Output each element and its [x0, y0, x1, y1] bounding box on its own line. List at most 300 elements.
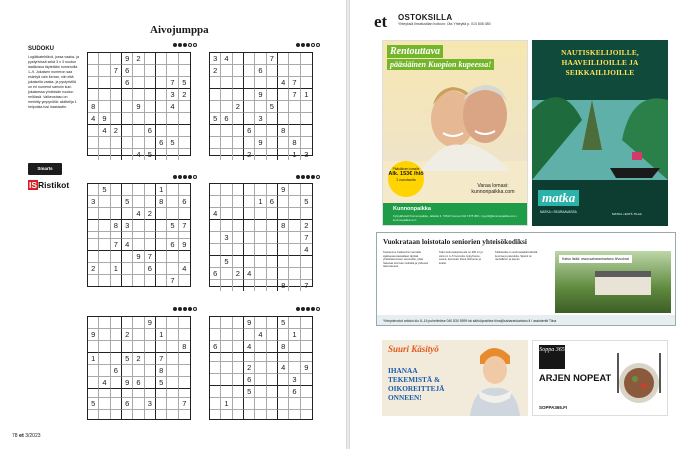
sudoku-cell[interactable]	[111, 113, 122, 125]
sudoku-cell[interactable]	[244, 410, 255, 419]
sudoku-cell[interactable]	[133, 137, 144, 149]
sudoku-cell[interactable]	[111, 251, 122, 263]
sudoku-cell[interactable]	[156, 239, 167, 251]
sudoku-cell[interactable]	[244, 353, 255, 362]
sudoku-cell[interactable]	[278, 329, 289, 341]
sudoku-cell[interactable]	[145, 89, 156, 101]
sudoku-cell[interactable]	[267, 65, 278, 77]
sudoku-cell[interactable]	[255, 101, 266, 113]
sudoku-cell[interactable]	[111, 208, 122, 220]
sudoku-cell[interactable]	[233, 53, 244, 65]
sudoku-cell[interactable]	[267, 374, 278, 386]
sudoku-cell[interactable]	[255, 362, 266, 374]
sudoku-cell[interactable]	[255, 374, 266, 386]
sudoku-cell[interactable]	[156, 275, 167, 286]
sudoku-cell[interactable]	[145, 220, 156, 232]
sudoku-cell[interactable]	[122, 208, 133, 220]
sudoku-cell[interactable]	[221, 353, 232, 362]
sudoku-cell[interactable]	[278, 65, 289, 77]
sudoku-cell[interactable]	[133, 220, 144, 232]
sudoku-cell[interactable]	[156, 89, 167, 101]
sudoku-cell[interactable]	[133, 184, 144, 196]
sudoku-cell[interactable]	[301, 125, 312, 137]
sudoku-cell[interactable]	[167, 196, 178, 208]
sudoku-cell[interactable]	[244, 256, 255, 268]
sudoku-cell[interactable]	[111, 398, 122, 410]
sudoku-cell[interactable]	[179, 125, 190, 137]
sudoku-cell[interactable]	[210, 125, 221, 137]
sudoku-cell[interactable]	[233, 65, 244, 77]
sudoku-cell[interactable]	[133, 329, 144, 341]
sudoku-cell[interactable]	[156, 398, 167, 410]
sudoku-cell[interactable]	[221, 77, 232, 89]
sudoku-cell[interactable]	[221, 374, 232, 386]
sudoku-cell[interactable]	[122, 113, 133, 125]
sudoku-cell[interactable]	[156, 149, 167, 160]
sudoku-cell[interactable]	[301, 256, 312, 268]
sudoku-cell[interactable]	[133, 89, 144, 101]
sudoku-cell[interactable]	[133, 365, 144, 377]
sudoku-cell[interactable]	[278, 208, 289, 220]
sudoku-cell[interactable]	[99, 398, 110, 410]
sudoku-cell[interactable]	[267, 329, 278, 341]
sudoku-cell[interactable]	[267, 184, 278, 196]
sudoku-cell[interactable]	[179, 365, 190, 377]
sudoku-cell[interactable]	[167, 365, 178, 377]
sudoku-cell[interactable]	[255, 386, 266, 398]
sudoku-cell[interactable]	[88, 275, 99, 286]
sudoku-cell[interactable]	[289, 196, 300, 208]
sudoku-cell[interactable]	[167, 353, 178, 365]
sudoku-cell[interactable]	[133, 65, 144, 77]
sudoku-cell[interactable]	[167, 65, 178, 77]
sudoku-cell[interactable]	[221, 280, 232, 291]
sudoku-cell[interactable]	[88, 232, 99, 239]
sudoku-cell[interactable]	[267, 77, 278, 89]
sudoku-cell[interactable]	[99, 275, 110, 286]
sudoku-cell[interactable]	[145, 101, 156, 113]
sudoku-cell[interactable]	[210, 410, 221, 419]
sudoku-cell[interactable]	[210, 398, 221, 410]
sudoku-cell[interactable]	[289, 184, 300, 196]
sudoku-cell[interactable]	[267, 89, 278, 101]
sudoku-cell[interactable]	[122, 101, 133, 113]
sudoku-cell[interactable]	[221, 410, 232, 419]
sudoku-cell[interactable]	[111, 377, 122, 389]
sudoku-cell[interactable]	[278, 53, 289, 65]
sudoku-cell[interactable]	[99, 239, 110, 251]
sudoku-cell[interactable]	[255, 220, 266, 232]
sudoku-cell[interactable]	[233, 317, 244, 329]
sudoku-cell[interactable]	[301, 341, 312, 353]
sudoku-cell[interactable]	[122, 125, 133, 137]
sudoku-cell[interactable]	[301, 410, 312, 419]
sudoku-cell[interactable]	[210, 256, 221, 268]
sudoku-cell[interactable]	[167, 53, 178, 65]
sudoku-cell[interactable]	[145, 239, 156, 251]
sudoku-cell[interactable]	[233, 184, 244, 196]
sudoku-cell[interactable]	[99, 410, 110, 419]
sudoku-cell[interactable]	[167, 410, 178, 419]
sudoku-cell[interactable]	[221, 196, 232, 208]
sudoku-cell[interactable]	[99, 149, 110, 160]
sudoku-cell[interactable]	[210, 244, 221, 256]
sudoku-cell[interactable]	[179, 101, 190, 113]
sudoku-cell[interactable]	[233, 244, 244, 256]
sudoku-cell[interactable]	[221, 208, 232, 220]
sudoku-cell[interactable]	[267, 353, 278, 362]
sudoku-cell[interactable]	[210, 220, 221, 232]
sudoku-cell[interactable]	[210, 137, 221, 149]
sudoku-cell[interactable]	[289, 410, 300, 419]
sudoku-cell[interactable]	[233, 329, 244, 341]
sudoku-cell[interactable]	[99, 232, 110, 239]
sudoku-cell[interactable]	[233, 256, 244, 268]
sudoku-cell[interactable]	[301, 398, 312, 410]
sudoku-cell[interactable]	[255, 353, 266, 362]
sudoku-cell[interactable]	[167, 184, 178, 196]
sudoku-cell[interactable]	[289, 208, 300, 220]
sudoku-cell[interactable]	[267, 137, 278, 149]
sudoku-cell[interactable]	[145, 353, 156, 365]
soppa365-url[interactable]: SOPPA365.FI	[539, 405, 568, 410]
sudoku-cell[interactable]	[111, 275, 122, 286]
sudoku-cell[interactable]	[179, 317, 190, 329]
sudoku-cell[interactable]	[301, 101, 312, 113]
sudoku-cell[interactable]	[289, 101, 300, 113]
ad-soppa365[interactable]	[532, 340, 668, 416]
sudoku-cell[interactable]	[289, 317, 300, 329]
sudoku-cell[interactable]	[133, 317, 144, 329]
sudoku-cell[interactable]	[133, 275, 144, 286]
sudoku-cell[interactable]	[267, 208, 278, 220]
sudoku-cell[interactable]	[156, 251, 167, 263]
sudoku-cell[interactable]	[111, 89, 122, 101]
sudoku-cell[interactable]	[221, 386, 232, 398]
sudoku-cell[interactable]	[133, 77, 144, 89]
sudoku-cell[interactable]	[145, 77, 156, 89]
sudoku-cell[interactable]	[122, 149, 133, 160]
sudoku-cell[interactable]	[145, 389, 156, 398]
sudoku-cell[interactable]	[244, 208, 255, 220]
sudoku-cell[interactable]	[88, 184, 99, 196]
sudoku-cell[interactable]	[221, 65, 232, 77]
sudoku-cell[interactable]	[145, 196, 156, 208]
sudoku-cell[interactable]	[244, 77, 255, 89]
sudoku-cell[interactable]	[255, 268, 266, 280]
sudoku-cell[interactable]	[145, 53, 156, 65]
sudoku-cell[interactable]	[301, 353, 312, 362]
sudoku-cell[interactable]	[99, 389, 110, 398]
sudoku-cell[interactable]	[122, 137, 133, 149]
sudoku-cell[interactable]	[133, 410, 144, 419]
sudoku-cell[interactable]	[145, 275, 156, 286]
sudoku-cell[interactable]	[88, 77, 99, 89]
sudoku-cell[interactable]	[111, 101, 122, 113]
sudoku-cell[interactable]	[111, 317, 122, 329]
sudoku-cell[interactable]	[167, 251, 178, 263]
sudoku-cell[interactable]	[99, 137, 110, 149]
sudoku-cell[interactable]	[210, 353, 221, 362]
sudoku-cell[interactable]	[122, 89, 133, 101]
sudoku-cell[interactable]	[111, 196, 122, 208]
sudoku-cell[interactable]	[88, 389, 99, 398]
sudoku-cell[interactable]	[278, 196, 289, 208]
sudoku-cell[interactable]	[210, 89, 221, 101]
sudoku-cell[interactable]	[255, 53, 266, 65]
sudoku-cell[interactable]	[111, 137, 122, 149]
sudoku-cell[interactable]	[233, 137, 244, 149]
sudoku-cell[interactable]	[156, 220, 167, 232]
sudoku-cell[interactable]	[156, 101, 167, 113]
sudoku-cell[interactable]	[244, 137, 255, 149]
sudoku-cell[interactable]	[267, 125, 278, 137]
sudoku-cell[interactable]	[156, 125, 167, 137]
sudoku-cell[interactable]	[167, 389, 178, 398]
sudoku-cell[interactable]	[301, 329, 312, 341]
sudoku-cell[interactable]	[301, 184, 312, 196]
sudoku-cell[interactable]	[122, 184, 133, 196]
sudoku-cell[interactable]	[111, 353, 122, 365]
sudoku-cell[interactable]	[301, 208, 312, 220]
sudoku-cell[interactable]	[179, 208, 190, 220]
ad-suuri-kasityo[interactable]	[382, 340, 528, 416]
sudoku-cell[interactable]	[255, 244, 266, 256]
sudoku-cell[interactable]	[221, 101, 232, 113]
sudoku-cell[interactable]	[145, 232, 156, 239]
sudoku-cell[interactable]	[179, 137, 190, 149]
sudoku-cell[interactable]	[145, 377, 156, 389]
sudoku-cell[interactable]	[289, 220, 300, 232]
sudoku-cell[interactable]	[255, 317, 266, 329]
sudoku-cell[interactable]	[267, 149, 278, 160]
sudoku-cell[interactable]	[133, 263, 144, 275]
sudoku-cell[interactable]	[156, 232, 167, 239]
sudoku-cell[interactable]	[289, 398, 300, 410]
ad-matka-magazine[interactable]	[532, 40, 668, 226]
sudoku-cell[interactable]	[210, 362, 221, 374]
sudoku-cell[interactable]	[267, 256, 278, 268]
sudoku-cell[interactable]	[289, 113, 300, 125]
sudoku-cell[interactable]	[111, 329, 122, 341]
sudoku-cell[interactable]	[133, 341, 144, 353]
sudoku-cell[interactable]	[88, 65, 99, 77]
sudoku-cell[interactable]	[278, 256, 289, 268]
sudoku-cell[interactable]	[99, 65, 110, 77]
sudoku-cell[interactable]	[145, 65, 156, 77]
sudoku-cell[interactable]	[156, 341, 167, 353]
sudoku-cell[interactable]	[267, 410, 278, 419]
sudoku-cell[interactable]	[233, 280, 244, 291]
sudoku-cell[interactable]	[99, 89, 110, 101]
sudoku-cell[interactable]	[88, 149, 99, 160]
sudoku-cell[interactable]	[233, 232, 244, 244]
sudoku-cell[interactable]	[179, 377, 190, 389]
sudoku-cell[interactable]	[167, 113, 178, 125]
sudoku-cell[interactable]	[88, 125, 99, 137]
sudoku-cell[interactable]	[167, 125, 178, 137]
sudoku-cell[interactable]	[167, 317, 178, 329]
sudoku-cell[interactable]	[221, 137, 232, 149]
sudoku-cell[interactable]	[88, 208, 99, 220]
sudoku-cell[interactable]	[255, 341, 266, 353]
sudoku-cell[interactable]	[244, 89, 255, 101]
sudoku-cell[interactable]	[99, 365, 110, 377]
sudoku-cell[interactable]	[233, 125, 244, 137]
sudoku-cell[interactable]	[111, 53, 122, 65]
sudoku-cell[interactable]	[221, 220, 232, 232]
sudoku-cell[interactable]	[267, 341, 278, 353]
sudoku-cell[interactable]	[289, 125, 300, 137]
sudoku-cell[interactable]	[233, 374, 244, 386]
sudoku-cell[interactable]	[289, 341, 300, 353]
sudoku-cell[interactable]	[99, 341, 110, 353]
sudoku-cell[interactable]	[278, 244, 289, 256]
sudoku-cell[interactable]	[278, 386, 289, 398]
sudoku-cell[interactable]	[233, 77, 244, 89]
sudoku-cell[interactable]	[233, 398, 244, 410]
sudoku-cell[interactable]	[301, 65, 312, 77]
sudoku-cell[interactable]	[179, 232, 190, 239]
sudoku-cell[interactable]	[267, 280, 278, 291]
sudoku-cell[interactable]	[289, 362, 300, 374]
sudoku-cell[interactable]	[145, 137, 156, 149]
sudoku-cell[interactable]	[278, 89, 289, 101]
sudoku-cell[interactable]	[156, 389, 167, 398]
sudoku-cell[interactable]	[122, 317, 133, 329]
sudoku-cell[interactable]	[278, 137, 289, 149]
sudoku-cell[interactable]	[244, 65, 255, 77]
sudoku-cell[interactable]	[133, 196, 144, 208]
sudoku-cell[interactable]	[278, 374, 289, 386]
sudoku-cell[interactable]	[88, 137, 99, 149]
sudoku-cell[interactable]	[99, 353, 110, 365]
sudoku-cell[interactable]	[156, 53, 167, 65]
sudoku-cell[interactable]	[111, 389, 122, 398]
sudoku-cell[interactable]	[111, 341, 122, 353]
sudoku-cell[interactable]	[289, 244, 300, 256]
sudoku-cell[interactable]	[301, 317, 312, 329]
sudoku-cell[interactable]	[156, 317, 167, 329]
sudoku-cell[interactable]	[278, 398, 289, 410]
sudoku-cell[interactable]	[267, 386, 278, 398]
sudoku-cell[interactable]	[88, 377, 99, 389]
sudoku-cell[interactable]	[88, 239, 99, 251]
sudoku-cell[interactable]	[179, 113, 190, 125]
sudoku-cell[interactable]	[289, 232, 300, 244]
sudoku-cell[interactable]	[145, 341, 156, 353]
sudoku-cell[interactable]	[267, 268, 278, 280]
sudoku-cell[interactable]	[244, 232, 255, 244]
sudoku-cell[interactable]	[145, 184, 156, 196]
sudoku-cell[interactable]	[289, 53, 300, 65]
sudoku-cell[interactable]	[179, 251, 190, 263]
sudoku-cell[interactable]	[221, 184, 232, 196]
sudoku-cell[interactable]	[233, 149, 244, 160]
sudoku-cell[interactable]	[301, 53, 312, 65]
sudoku-cell[interactable]	[88, 341, 99, 353]
sudoku-cell[interactable]	[278, 113, 289, 125]
sudoku-cell[interactable]	[167, 149, 178, 160]
sudoku-cell[interactable]	[233, 89, 244, 101]
sudoku-cell[interactable]	[99, 220, 110, 232]
sudoku-cell[interactable]	[244, 280, 255, 291]
sudoku-cell[interactable]	[88, 365, 99, 377]
sudoku-cell[interactable]	[221, 244, 232, 256]
sudoku-cell[interactable]	[267, 113, 278, 125]
sudoku-cell[interactable]	[122, 410, 133, 419]
sudoku-cell[interactable]	[244, 53, 255, 65]
sudoku-cell[interactable]	[179, 65, 190, 77]
sudoku-cell[interactable]	[88, 410, 99, 419]
sudoku-cell[interactable]	[221, 362, 232, 374]
sudoku-cell[interactable]	[301, 113, 312, 125]
sudoku-cell[interactable]	[233, 341, 244, 353]
sudoku-cell[interactable]	[233, 362, 244, 374]
sudoku-cell[interactable]	[99, 263, 110, 275]
sudoku-cell[interactable]	[167, 208, 178, 220]
sudoku-cell[interactable]	[267, 398, 278, 410]
sudoku-cell[interactable]	[167, 232, 178, 239]
sudoku-cell[interactable]	[301, 77, 312, 89]
sudoku-cell[interactable]	[233, 410, 244, 419]
sudoku-cell[interactable]	[111, 232, 122, 239]
sudoku-cell[interactable]	[255, 398, 266, 410]
sudoku-cell[interactable]	[179, 329, 190, 341]
sudoku-cell[interactable]	[289, 256, 300, 268]
sudoku-cell[interactable]	[99, 317, 110, 329]
sudoku-cell[interactable]	[99, 208, 110, 220]
sudoku-cell[interactable]	[244, 398, 255, 410]
sudoku-cell[interactable]	[267, 232, 278, 244]
sudoku-cell[interactable]	[88, 251, 99, 263]
sudoku-cell[interactable]	[210, 196, 221, 208]
sudoku-cell[interactable]	[122, 341, 133, 353]
sudoku-cell[interactable]	[88, 220, 99, 232]
sudoku-cell[interactable]	[221, 317, 232, 329]
sudoku-cell[interactable]	[255, 256, 266, 268]
sudoku-cell[interactable]	[210, 280, 221, 291]
sudoku-cell[interactable]	[167, 398, 178, 410]
sudoku-cell[interactable]	[145, 329, 156, 341]
sudoku-cell[interactable]	[221, 268, 232, 280]
sudoku-cell[interactable]	[255, 232, 266, 244]
sudoku-cell[interactable]	[179, 184, 190, 196]
sudoku-cell[interactable]	[267, 220, 278, 232]
sudoku-cell[interactable]	[244, 101, 255, 113]
sudoku-cell[interactable]	[156, 208, 167, 220]
sudoku-cell[interactable]	[210, 101, 221, 113]
sudoku-cell[interactable]	[210, 329, 221, 341]
sudoku-cell[interactable]	[301, 137, 312, 149]
sudoku-cell[interactable]	[179, 353, 190, 365]
sudoku-cell[interactable]	[210, 77, 221, 89]
ad-senior-link[interactable]: Katso lisää: www.saharankartano.fi/vuokrat	[559, 255, 632, 263]
sudoku-cell[interactable]	[278, 232, 289, 244]
sudoku-cell[interactable]	[289, 65, 300, 77]
sudoku-cell[interactable]	[267, 244, 278, 256]
sudoku-cell[interactable]	[133, 113, 144, 125]
sudoku-cell[interactable]	[221, 329, 232, 341]
sudoku-cell[interactable]	[156, 410, 167, 419]
sudoku-cell[interactable]	[99, 101, 110, 113]
sudoku-cell[interactable]	[111, 410, 122, 419]
sudoku-cell[interactable]	[156, 77, 167, 89]
sudoku-cell[interactable]	[179, 410, 190, 419]
sudoku-cell[interactable]	[267, 317, 278, 329]
sudoku-cell[interactable]	[145, 365, 156, 377]
sudoku-cell[interactable]	[167, 341, 178, 353]
